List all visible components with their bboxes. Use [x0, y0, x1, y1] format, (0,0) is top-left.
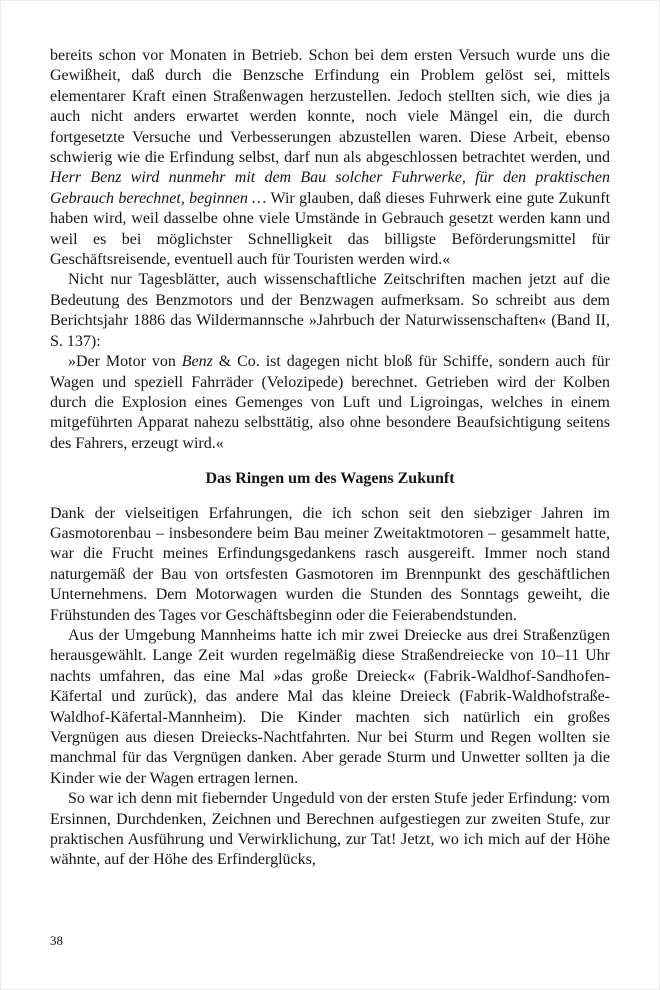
text-run: & Co. ist dagegen nicht bloß für Schiffe, sondern auch für Wagen und speziell Fahrräder (Velozipede) berechnet. Getrieben wird der Kolben durch die Explosion eines Gemenges von Luft und Ligroingas, welches in einem mitgeführten Apparat nahezu selbsttätig, also ohne besondere Beaufsichtigung seitens des Fahrers, erzeugt wird.« [50, 353, 611, 452]
paragraph-6 [50, 789, 610, 871]
text-run: Aus der Umgebung Mannheims hatte ich mir zwei Dreiecke aus drei Straßenzügen herausgewählt. Lange Zeit wurden regelmäßig diese Straßendreiecke von 10–11 Uhr nachts umfahren, das eine Mal »das große Dreieck« (Fabrik-Waldhof-Sandhofen-Käfertal und zurück), das andere Mal das kleine Dreieck (Fabrik-Waldhofstraße-Waldhof-Käfertal-Mannheim). Die Kinder machten sich natürlich ein großes Vergnügen aus diesen Dreiecks-Nachtfahrten. Nur bei Sturm und Regen wollten sie manchmal für das Vergnügen danken. Aber gerade Sturm und Unwetter sollten ja die Kinder wie der Wagen ertragen lernen. [50, 626, 610, 787]
text-run: So war ich denn mit fiebernder Ungeduld von der ersten Stufe jeder Erfindung: vom Ersinnen, Durchdenken, Zeichnen und Berechnen aufgestiegen zur zweiten Stufe, zur praktischen Ausführung und Verwirklichung, zur Tat! Jetzt, wo ich mich auf der Höhe wähnte, auf der Höhe des Erfinderglücks, [50, 790, 610, 869]
text-run: »Der Motor von [68, 353, 182, 371]
text-run: Wir glauben, daß dieses Fuhrwerk eine gute Zukunft haben wird, weil dasselbe ohne viele Umstände in Gebrauch gesetzt werden kann und weil es bei möglichster Schnelligkeit das billigste Beförderungsmittel für Geschäftsreisende, eventuell auch für Touristen werden wird.« [50, 189, 611, 269]
section-heading: Das Ringen um des Wagens Zukunft [205, 470, 455, 488]
paragraph-3 [50, 352, 610, 454]
paragraph-1 [50, 46, 610, 270]
paragraph-4 [50, 504, 610, 626]
text-run: Dank der vielseitigen Erfahrungen, die ich schon seit den siebziger Jahren im Gasmotorenbau – insbesondere beim Bau meiner Zweitaktmotoren – gesammelt hatte, war die Frucht meines Erfindungsgedankens rasch ausgereift. Immer noch stand naturgemäß der Bau von ortsfesten Gasmotoren im Brennpunkt des geschäftlichen Unternehmens. Dem Motorwagen wurden die Stunden des Sonntags geweiht, die Frühstunden des Tages vor Geschäftsbeginn oder die Feierabendstunden. [50, 504, 610, 624]
paragraph-2 [50, 270, 610, 352]
page-number: 38 [50, 933, 63, 948]
text-run-italic: Benz [181, 353, 213, 371]
text-run: bereits schon vor Monaten in Betrieb. Schon bei dem ersten Versuch wurde uns die Gewißheit, daß durch die Benzsche Erfindung ein Problem gelöst sei, mittels elementarer Kraft einen Straßenwagen herzustellen. Jedoch stellten sich, wie dies ja auch nicht anders erwartet werden konnte, noch viele Mängel ein, die durch fortgesetzte Versuche und Verbesserungen abzustellen waren. Diese Arbeit, ebenso schwierig wie die Erfindung selbst, darf nun als abgeschlossen betrachtet werden, und [50, 47, 610, 167]
text-run: Nicht nur Tagesblätter, auch wissenschaftliche Zeitschriften machen jetzt auf die Bedeutung des Benzmotors und der Benzwagen aufmerksam. So schreibt aus dem Berichtsjahr 1886 das Wildermannsche »Jahrbuch der Naturwissenschaften« (Band II, S. 137): [50, 271, 610, 350]
text-run-italic: Herr Benz wird nunmehr mit dem Bau solcher Fuhrwerke, für den praktischen Gebrauch berechnet, beginnen … [50, 169, 610, 207]
text-block [50, 46, 610, 871]
paragraph-5 [50, 626, 610, 789]
